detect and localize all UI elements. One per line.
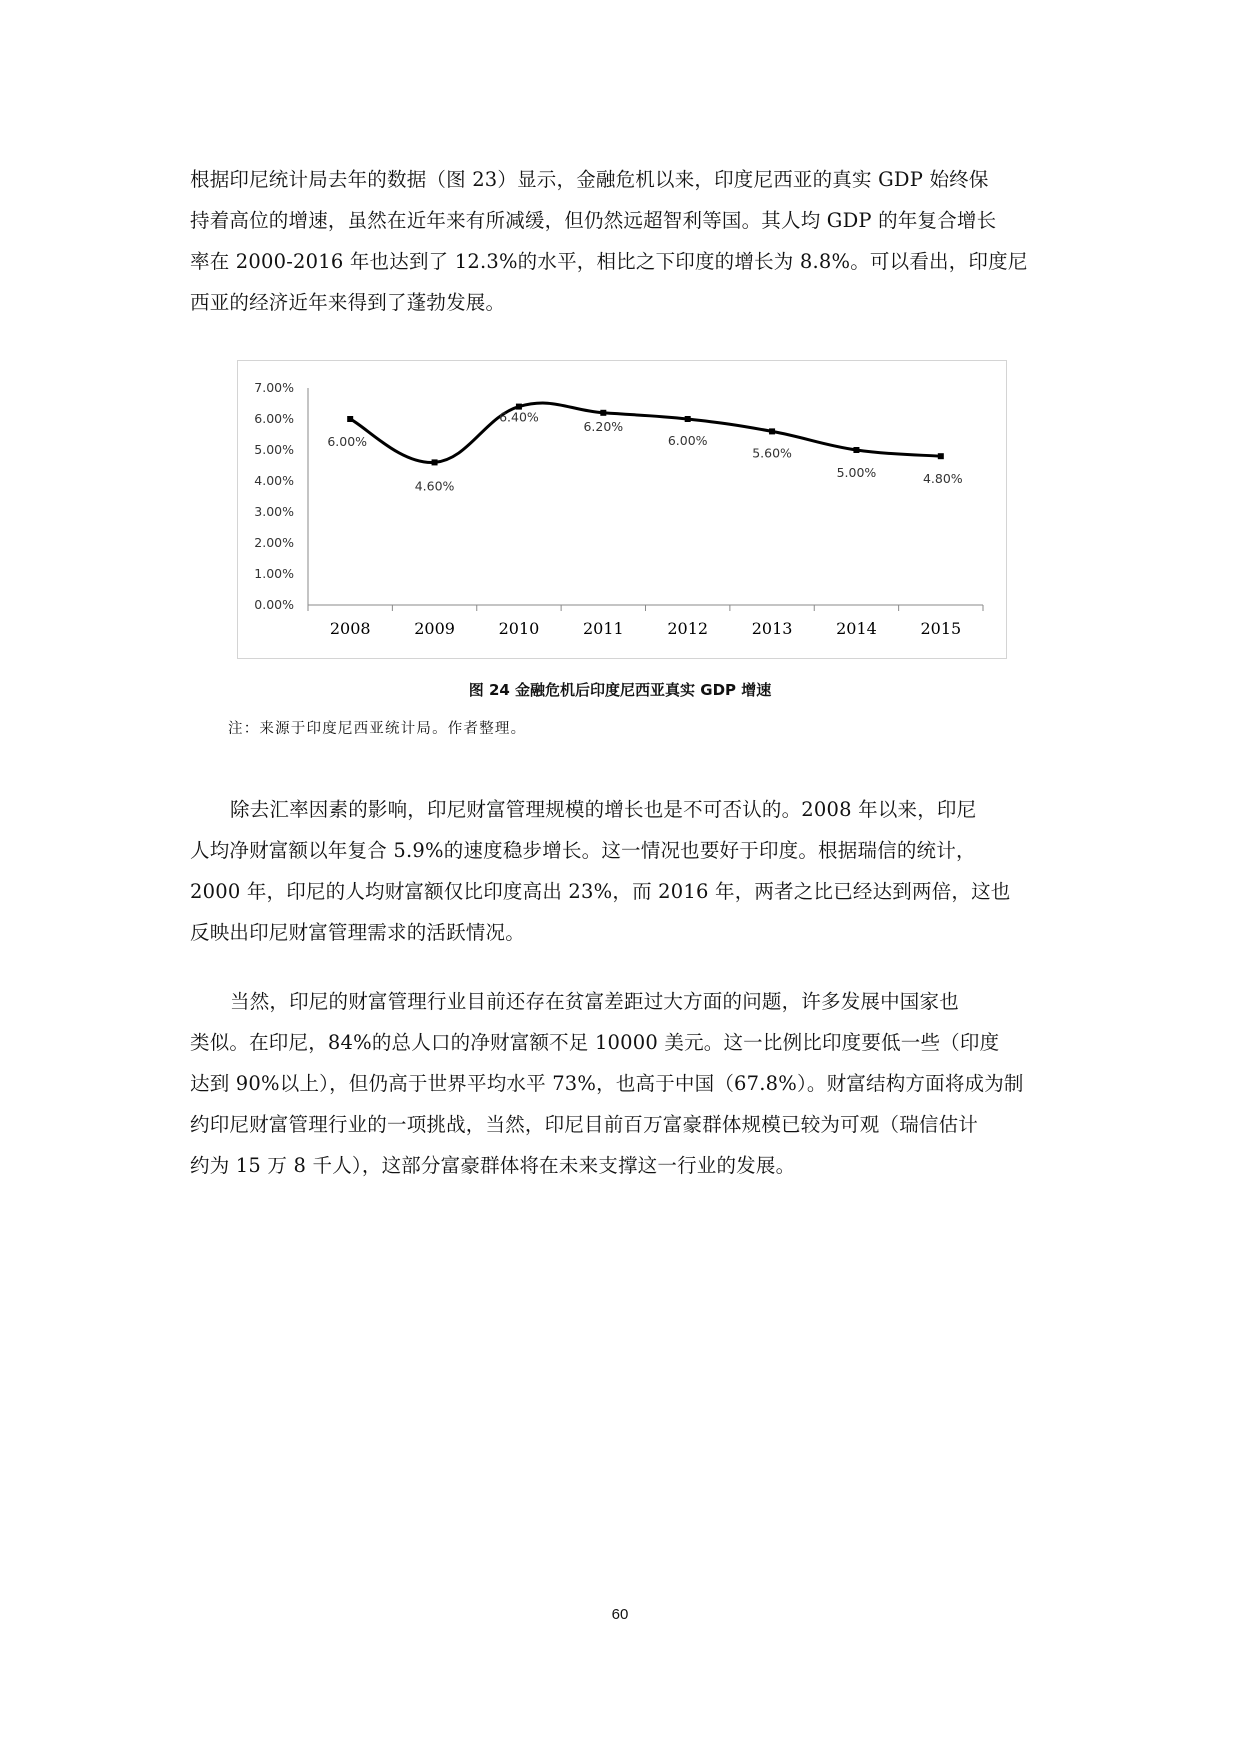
- x-tick-label: 2012: [667, 619, 709, 638]
- data-label: 6.00%: [327, 434, 368, 449]
- y-tick-label: 5.00%: [254, 442, 294, 457]
- y-tick-label: 2.00%: [254, 535, 294, 550]
- paragraph-wealth-scale: [190, 789, 1054, 953]
- x-tick-label: 2009: [414, 619, 455, 638]
- x-tick-label: 2011: [582, 619, 624, 638]
- x-tick-label: 2010: [498, 619, 540, 638]
- y-tick-label: 4.00%: [254, 473, 294, 488]
- data-point: [347, 416, 353, 422]
- data-label: 6.00%: [667, 433, 708, 448]
- text-line: 类似。在印尼，84%的总人口的净财富额不足 10000 美元。这一比例比印度要低一些（印度: [190, 1031, 1000, 1054]
- data-point: [769, 428, 775, 434]
- text-line: 反映出印尼财富管理需求的活跃情况。: [190, 921, 525, 944]
- data-point: [432, 459, 438, 465]
- text-line: 当然，印尼的财富管理行业目前还存在贫富差距过大方面的问题，许多发展中国家也: [230, 990, 959, 1013]
- data-label: 6.40%: [499, 409, 539, 425]
- data-label: 4.80%: [922, 471, 963, 487]
- data-point: [600, 410, 606, 416]
- x-tick-label: 2013: [751, 619, 793, 638]
- text-line: 约印尼财富管理行业的一项挑战，当然，印尼目前百万富豪群体规模已较为可观（瑞信估计: [190, 1113, 979, 1136]
- text-line: 约为 15 万 8 千人），这部分富豪群体将在未来支撑这一行业的发展。: [190, 1154, 796, 1177]
- series-line: [350, 403, 941, 462]
- y-tick-label: 7.00%: [254, 380, 294, 395]
- data-point: [685, 416, 691, 422]
- text-line: 根据印尼统计局去年的数据（图 23）显示，金融危机以来，印度尼西亚的真实 GDP 始终保: [190, 168, 989, 191]
- y-tick-label: 1.00%: [254, 566, 294, 581]
- figure-caption: 图 24 金融危机后印度尼西亚真实 GDP 增速: [468, 681, 772, 699]
- gdp-growth-chart: [237, 360, 1007, 659]
- data-label: 4.60%: [414, 478, 455, 494]
- text-line: 除去汇率因素的影响，印尼财富管理规模的增长也是不可否认的。2008 年以来，印尼: [230, 798, 977, 821]
- x-tick-label: 2014: [836, 619, 877, 638]
- y-tick-label: 0.00%: [254, 597, 294, 612]
- figure-note: 注：来源于印度尼西亚统计局。作者整理。: [228, 721, 527, 737]
- line-chart: [238, 361, 1006, 658]
- x-tick-label: 2008: [329, 619, 371, 638]
- paragraph-wealth-gap: [190, 981, 1054, 1186]
- text-line: 达到 90%以上），但仍高于世界平均水平 73%，也高于中国（67.8%）。财富结构方面将成为制: [190, 1072, 1024, 1095]
- y-tick-label: 6.00%: [254, 411, 294, 426]
- x-tick-label: 2015: [920, 619, 962, 638]
- text-line: 率在 2000-2016 年也达到了 12.3%的水平，相比之下印度的增长为 8.8%。可以看出，印度尼: [190, 250, 1028, 273]
- text-line: 人均净财富额以年复合 5.9%的速度稳步增长。这一情况也要好于印度。根据瑞信的统计，: [190, 839, 976, 862]
- data-label: 5.00%: [836, 465, 877, 480]
- paragraph-gdp-growth: [190, 159, 1054, 323]
- data-label: 5.60%: [752, 445, 792, 461]
- data-point: [853, 447, 859, 453]
- y-tick-label: 3.00%: [254, 504, 294, 519]
- data-label: 6.20%: [583, 418, 624, 434]
- text-line: 持着高位的增速，虽然在近年来有所减缓，但仍然远超智利等国。其人均 GDP 的年复合增长: [190, 209, 997, 232]
- text-line: 2000 年，印尼的人均财富额仅比印度高出 23%，而 2016 年，两者之比已经达到两倍，这也: [190, 880, 1011, 903]
- page-number: 60: [611, 1606, 629, 1623]
- text-line: 西亚的经济近年来得到了蓬勃发展。: [190, 291, 506, 314]
- data-point: [938, 453, 944, 459]
